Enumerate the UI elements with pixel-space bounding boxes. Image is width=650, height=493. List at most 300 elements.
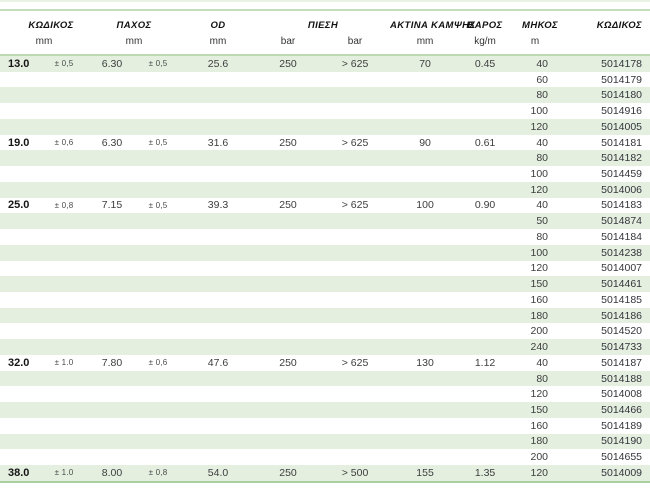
length-cell: 150 <box>530 404 549 417</box>
code-cell: 5014008 <box>601 388 643 401</box>
burst-pressure-cell <box>320 339 390 355</box>
pressure-cell <box>256 103 320 119</box>
od-cell <box>180 339 256 355</box>
od-cell <box>180 418 256 434</box>
length-cell: 60 <box>536 73 549 86</box>
thickness-cell <box>88 261 136 277</box>
size-tolerance-cell <box>40 182 88 198</box>
thickness-tolerance-cell <box>136 402 180 418</box>
unit-blank <box>560 34 650 54</box>
code-cell: 5014185 <box>601 293 643 306</box>
weight-cell <box>460 245 510 261</box>
burst-pressure-cell <box>320 166 390 182</box>
thickness-cell <box>88 402 136 418</box>
burst-pressure-cell <box>320 119 390 135</box>
pressure-cell <box>256 386 320 402</box>
length-cell: 80 <box>536 230 549 243</box>
size-cell <box>0 434 40 450</box>
size-tolerance-cell: ± 1.0 <box>54 358 74 368</box>
size-tolerance-cell <box>40 245 88 261</box>
od-cell <box>180 213 256 229</box>
table-row <box>0 292 650 308</box>
weight-cell <box>460 339 510 355</box>
size-tolerance-cell: ± 0,5 <box>54 59 74 69</box>
thickness-cell <box>88 292 136 308</box>
size-tolerance-cell <box>40 449 88 465</box>
thickness-cell <box>88 245 136 261</box>
thickness-tolerance-cell <box>136 245 180 261</box>
header-row <box>0 11 650 34</box>
size-cell: 25.0 <box>8 199 30 212</box>
size-tolerance-cell <box>40 72 88 88</box>
table-row <box>0 418 650 434</box>
od-cell: 39.3 <box>207 199 229 212</box>
code-cell: 5014181 <box>601 136 643 149</box>
pressure-cell <box>256 449 320 465</box>
code-cell: 5014179 <box>601 73 643 86</box>
bend-radius-cell <box>390 261 460 277</box>
unit-m: m <box>530 36 540 47</box>
size-cell: 13.0 <box>8 57 30 70</box>
weight-cell <box>460 308 510 324</box>
header-kodikos: ΚΩΔΙΚΟΣ <box>28 20 74 31</box>
size-tolerance-cell: ± 1.0 <box>54 468 74 478</box>
pressure-cell: 250 <box>279 57 297 70</box>
table-row <box>0 449 650 465</box>
thickness-tolerance-cell <box>136 229 180 245</box>
size-tolerance-cell <box>40 150 88 166</box>
size-tolerance-cell <box>40 339 88 355</box>
burst-pressure-cell <box>320 323 390 339</box>
burst-pressure-cell <box>320 371 390 387</box>
table-row <box>0 135 650 151</box>
bend-radius-cell <box>390 213 460 229</box>
code-cell: 5014188 <box>601 372 643 385</box>
spec-table <box>0 11 650 481</box>
thickness-cell <box>88 418 136 434</box>
thickness-tolerance-cell <box>136 276 180 292</box>
length-cell: 120 <box>530 466 549 479</box>
od-cell: 47.6 <box>207 356 229 369</box>
table-row <box>0 245 650 261</box>
size-cell <box>0 150 40 166</box>
size-cell <box>0 119 40 135</box>
length-cell: 200 <box>530 451 549 464</box>
size-tolerance-cell: ± 0,6 <box>54 138 74 148</box>
code-cell: 5014178 <box>601 57 643 70</box>
od-cell <box>180 292 256 308</box>
thickness-cell <box>88 323 136 339</box>
pressure-cell <box>256 308 320 324</box>
burst-pressure-cell <box>320 87 390 103</box>
thickness-tolerance-cell <box>136 386 180 402</box>
size-tolerance-cell <box>40 418 88 434</box>
length-cell: 40 <box>536 136 549 149</box>
table-row <box>0 402 650 418</box>
table-row <box>0 103 650 119</box>
thickness-tolerance-cell <box>136 166 180 182</box>
code-cell: 5014187 <box>601 356 643 369</box>
bend-radius-cell <box>390 449 460 465</box>
code-cell: 5014180 <box>601 89 643 102</box>
length-cell: 80 <box>536 372 549 385</box>
weight-cell <box>460 386 510 402</box>
unit-bar-1: bar <box>280 36 296 47</box>
od-cell <box>180 386 256 402</box>
table-row <box>0 339 650 355</box>
bend-radius-cell <box>390 292 460 308</box>
burst-pressure-cell: > 625 <box>341 57 369 70</box>
table-row <box>0 198 650 214</box>
weight-cell <box>460 182 510 198</box>
size-cell <box>0 182 40 198</box>
bend-radius-cell: 155 <box>416 466 434 479</box>
burst-pressure-cell <box>320 72 390 88</box>
thickness-tolerance-cell <box>136 434 180 450</box>
thickness-tolerance-cell <box>136 323 180 339</box>
size-tolerance-cell <box>40 292 88 308</box>
weight-cell <box>460 292 510 308</box>
table-row <box>0 261 650 277</box>
weight-cell: 1.12 <box>474 356 496 369</box>
pressure-cell <box>256 72 320 88</box>
weight-cell <box>460 166 510 182</box>
pressure-cell <box>256 323 320 339</box>
od-cell <box>180 103 256 119</box>
pressure-cell <box>256 245 320 261</box>
code-cell: 5014466 <box>601 404 643 417</box>
bend-radius-cell <box>390 386 460 402</box>
bend-radius-cell <box>390 323 460 339</box>
table-row <box>0 371 650 387</box>
pressure-cell <box>256 213 320 229</box>
table-row <box>0 182 650 198</box>
length-cell: 200 <box>530 325 549 338</box>
code-cell: 5014184 <box>601 230 643 243</box>
bend-radius-cell <box>390 103 460 119</box>
size-cell <box>0 103 40 119</box>
thickness-cell: 7.15 <box>101 199 123 212</box>
header-varos: ΒΑΡΟΣ <box>467 20 503 31</box>
size-cell <box>0 418 40 434</box>
length-cell: 120 <box>530 183 549 196</box>
size-cell: 32.0 <box>8 356 30 369</box>
thickness-cell <box>88 308 136 324</box>
thickness-cell <box>88 87 136 103</box>
od-cell <box>180 449 256 465</box>
thickness-cell <box>88 166 136 182</box>
thickness-tolerance-cell <box>136 292 180 308</box>
pressure-cell <box>256 371 320 387</box>
table-row <box>0 276 650 292</box>
burst-pressure-cell <box>320 308 390 324</box>
thickness-cell <box>88 386 136 402</box>
bend-radius-cell <box>390 371 460 387</box>
size-cell: 19.0 <box>8 136 30 149</box>
unit-mm-1: mm <box>35 36 53 47</box>
thickness-tolerance-cell <box>136 339 180 355</box>
length-cell: 180 <box>530 435 549 448</box>
weight-cell <box>460 261 510 277</box>
thickness-tolerance-cell <box>136 150 180 166</box>
thickness-cell <box>88 449 136 465</box>
code-cell: 5014733 <box>601 341 643 354</box>
bend-radius-cell <box>390 339 460 355</box>
length-cell: 160 <box>530 419 549 432</box>
unit-mm-3: mm <box>209 36 227 47</box>
pressure-cell: 250 <box>279 199 297 212</box>
burst-pressure-cell <box>320 292 390 308</box>
weight-cell <box>460 213 510 229</box>
bend-radius-cell <box>390 276 460 292</box>
code-cell: 5014238 <box>601 246 643 259</box>
weight-cell <box>460 418 510 434</box>
code-cell: 5014655 <box>601 451 643 464</box>
weight-cell <box>460 229 510 245</box>
code-cell: 5014183 <box>601 199 643 212</box>
burst-pressure-cell: > 500 <box>341 466 369 479</box>
top-rule-light <box>0 0 650 2</box>
code-cell: 5014005 <box>601 120 643 133</box>
weight-cell <box>460 150 510 166</box>
weight-cell <box>460 87 510 103</box>
size-tolerance-cell <box>40 276 88 292</box>
thickness-tolerance-cell <box>136 87 180 103</box>
length-cell: 80 <box>536 152 549 165</box>
pressure-cell <box>256 434 320 450</box>
od-cell <box>180 402 256 418</box>
size-tolerance-cell <box>40 261 88 277</box>
bend-radius-cell <box>390 72 460 88</box>
units-row <box>0 34 650 54</box>
burst-pressure-cell <box>320 276 390 292</box>
header-aktina-kampsis: ΑΚΤΙΝΑ ΚΑΜΨΗΣ <box>390 20 476 31</box>
od-cell <box>180 261 256 277</box>
pressure-cell <box>256 182 320 198</box>
thickness-cell <box>88 434 136 450</box>
burst-pressure-cell <box>320 402 390 418</box>
size-cell <box>0 72 40 88</box>
od-cell <box>180 434 256 450</box>
length-cell: 120 <box>530 388 549 401</box>
size-cell <box>0 371 40 387</box>
length-cell: 240 <box>530 341 549 354</box>
table-row <box>0 213 650 229</box>
burst-pressure-cell <box>320 261 390 277</box>
size-tolerance-cell <box>40 229 88 245</box>
weight-cell <box>460 323 510 339</box>
length-cell: 40 <box>536 57 549 70</box>
bend-radius-cell <box>390 245 460 261</box>
pressure-cell <box>256 402 320 418</box>
bend-radius-cell <box>390 434 460 450</box>
table-row <box>0 355 650 371</box>
size-tolerance-cell <box>40 386 88 402</box>
bend-radius-cell <box>390 182 460 198</box>
size-cell <box>0 261 40 277</box>
table-row <box>0 166 650 182</box>
code-cell: 5014006 <box>601 183 643 196</box>
od-cell <box>180 323 256 339</box>
thickness-tolerance-cell <box>136 103 180 119</box>
size-cell <box>0 308 40 324</box>
code-cell: 5014520 <box>601 325 643 338</box>
thickness-tolerance-cell: ± 0,6 <box>148 358 168 368</box>
length-cell: 40 <box>536 356 549 369</box>
length-cell: 120 <box>530 120 549 133</box>
bottom-rule <box>0 481 650 483</box>
size-tolerance-cell <box>40 323 88 339</box>
weight-cell <box>460 276 510 292</box>
burst-pressure-cell <box>320 150 390 166</box>
size-cell <box>0 339 40 355</box>
code-cell: 5014189 <box>601 419 643 432</box>
od-cell <box>180 150 256 166</box>
table-row <box>0 386 650 402</box>
pressure-cell <box>256 87 320 103</box>
length-cell: 100 <box>530 168 549 180</box>
od-cell <box>180 182 256 198</box>
code-cell: 5014186 <box>601 309 643 322</box>
thickness-cell <box>88 339 136 355</box>
thickness-tolerance-cell <box>136 261 180 277</box>
header-paxos: ΠΑΧΟΣ <box>116 20 152 31</box>
length-cell: 80 <box>536 89 549 102</box>
burst-pressure-cell: > 625 <box>341 136 369 149</box>
unit-bar-2: bar <box>347 36 363 47</box>
length-cell: 160 <box>530 293 549 306</box>
table-row <box>0 56 650 72</box>
header-kodikos-2: ΚΩΔΙΚΟΣ <box>596 20 643 31</box>
weight-cell: 0.45 <box>474 57 496 70</box>
table-row <box>0 434 650 450</box>
od-cell <box>180 119 256 135</box>
od-cell <box>180 371 256 387</box>
table-row <box>0 119 650 135</box>
size-cell <box>0 402 40 418</box>
thickness-tolerance-cell <box>136 308 180 324</box>
bend-radius-cell: 90 <box>419 136 431 149</box>
thickness-cell <box>88 276 136 292</box>
header-piesi: ΠΙΕΣΗ <box>307 20 339 31</box>
size-tolerance-cell <box>40 308 88 324</box>
od-cell: 31.6 <box>207 136 229 149</box>
code-cell: 5014009 <box>601 466 643 479</box>
size-tolerance-cell <box>40 103 88 119</box>
burst-pressure-cell: > 625 <box>341 356 369 369</box>
size-tolerance-cell <box>40 402 88 418</box>
thickness-cell <box>88 72 136 88</box>
weight-cell <box>460 103 510 119</box>
bend-radius-cell <box>390 150 460 166</box>
thickness-tolerance-cell: ± 0,8 <box>148 468 168 478</box>
size-tolerance-cell <box>40 87 88 103</box>
unit-mm-2: mm <box>125 36 143 47</box>
pressure-cell <box>256 150 320 166</box>
pressure-cell <box>256 276 320 292</box>
weight-cell <box>460 434 510 450</box>
size-tolerance-cell <box>40 371 88 387</box>
header-od: OD <box>210 20 226 31</box>
bend-radius-cell <box>390 308 460 324</box>
thickness-cell <box>88 229 136 245</box>
thickness-cell: 6.30 <box>101 57 123 70</box>
burst-pressure-cell <box>320 386 390 402</box>
spec-table-body <box>0 56 650 481</box>
bend-radius-cell <box>390 229 460 245</box>
size-tolerance-cell <box>40 119 88 135</box>
thickness-tolerance-cell: ± 0,5 <box>148 138 168 148</box>
bend-radius-cell: 130 <box>416 356 434 369</box>
code-cell: 5014461 <box>601 278 643 291</box>
od-cell: 25.6 <box>207 57 229 70</box>
burst-pressure-cell: > 625 <box>341 199 369 212</box>
weight-cell: 1.35 <box>474 466 496 479</box>
code-cell: 5014190 <box>601 435 643 448</box>
thickness-tolerance-cell <box>136 371 180 387</box>
pressure-cell: 250 <box>279 136 297 149</box>
bend-radius-cell: 70 <box>419 57 431 70</box>
bend-radius-cell: 100 <box>416 199 434 212</box>
bend-radius-cell <box>390 402 460 418</box>
size-cell <box>0 323 40 339</box>
od-cell <box>180 245 256 261</box>
od-cell <box>180 229 256 245</box>
thickness-cell <box>88 182 136 198</box>
code-cell: 5014182 <box>601 152 643 165</box>
pressure-cell <box>256 418 320 434</box>
weight-cell <box>460 371 510 387</box>
thickness-tolerance-cell <box>136 418 180 434</box>
burst-pressure-cell <box>320 418 390 434</box>
thickness-tolerance-cell <box>136 213 180 229</box>
size-cell <box>0 292 40 308</box>
weight-cell <box>460 402 510 418</box>
length-cell: 100 <box>530 246 549 259</box>
table-row <box>0 87 650 103</box>
table-row <box>0 229 650 245</box>
thickness-tolerance-cell: ± 0,5 <box>148 200 168 210</box>
burst-pressure-cell <box>320 182 390 198</box>
code-cell: 5014916 <box>601 105 643 118</box>
size-tolerance-cell: ± 0,8 <box>54 200 74 210</box>
thickness-cell <box>88 213 136 229</box>
code-cell: 5014007 <box>601 262 643 275</box>
table-row <box>0 323 650 339</box>
length-cell: 50 <box>536 215 549 228</box>
pressure-cell <box>256 261 320 277</box>
length-cell: 150 <box>530 278 549 291</box>
unit-kgm: kg/m <box>474 36 496 47</box>
pressure-cell: 250 <box>279 356 297 369</box>
burst-pressure-cell <box>320 449 390 465</box>
size-cell <box>0 245 40 261</box>
size-cell <box>0 213 40 229</box>
length-cell: 120 <box>530 262 549 275</box>
size-cell <box>0 449 40 465</box>
size-cell <box>0 276 40 292</box>
pressure-cell <box>256 339 320 355</box>
thickness-tolerance-cell <box>136 182 180 198</box>
burst-pressure-cell <box>320 245 390 261</box>
weight-cell: 0.90 <box>474 199 496 212</box>
od-cell <box>180 87 256 103</box>
bend-radius-cell <box>390 418 460 434</box>
table-row <box>0 72 650 88</box>
thickness-cell: 7.80 <box>101 356 123 369</box>
od-cell: 54.0 <box>207 466 229 479</box>
thickness-cell <box>88 371 136 387</box>
